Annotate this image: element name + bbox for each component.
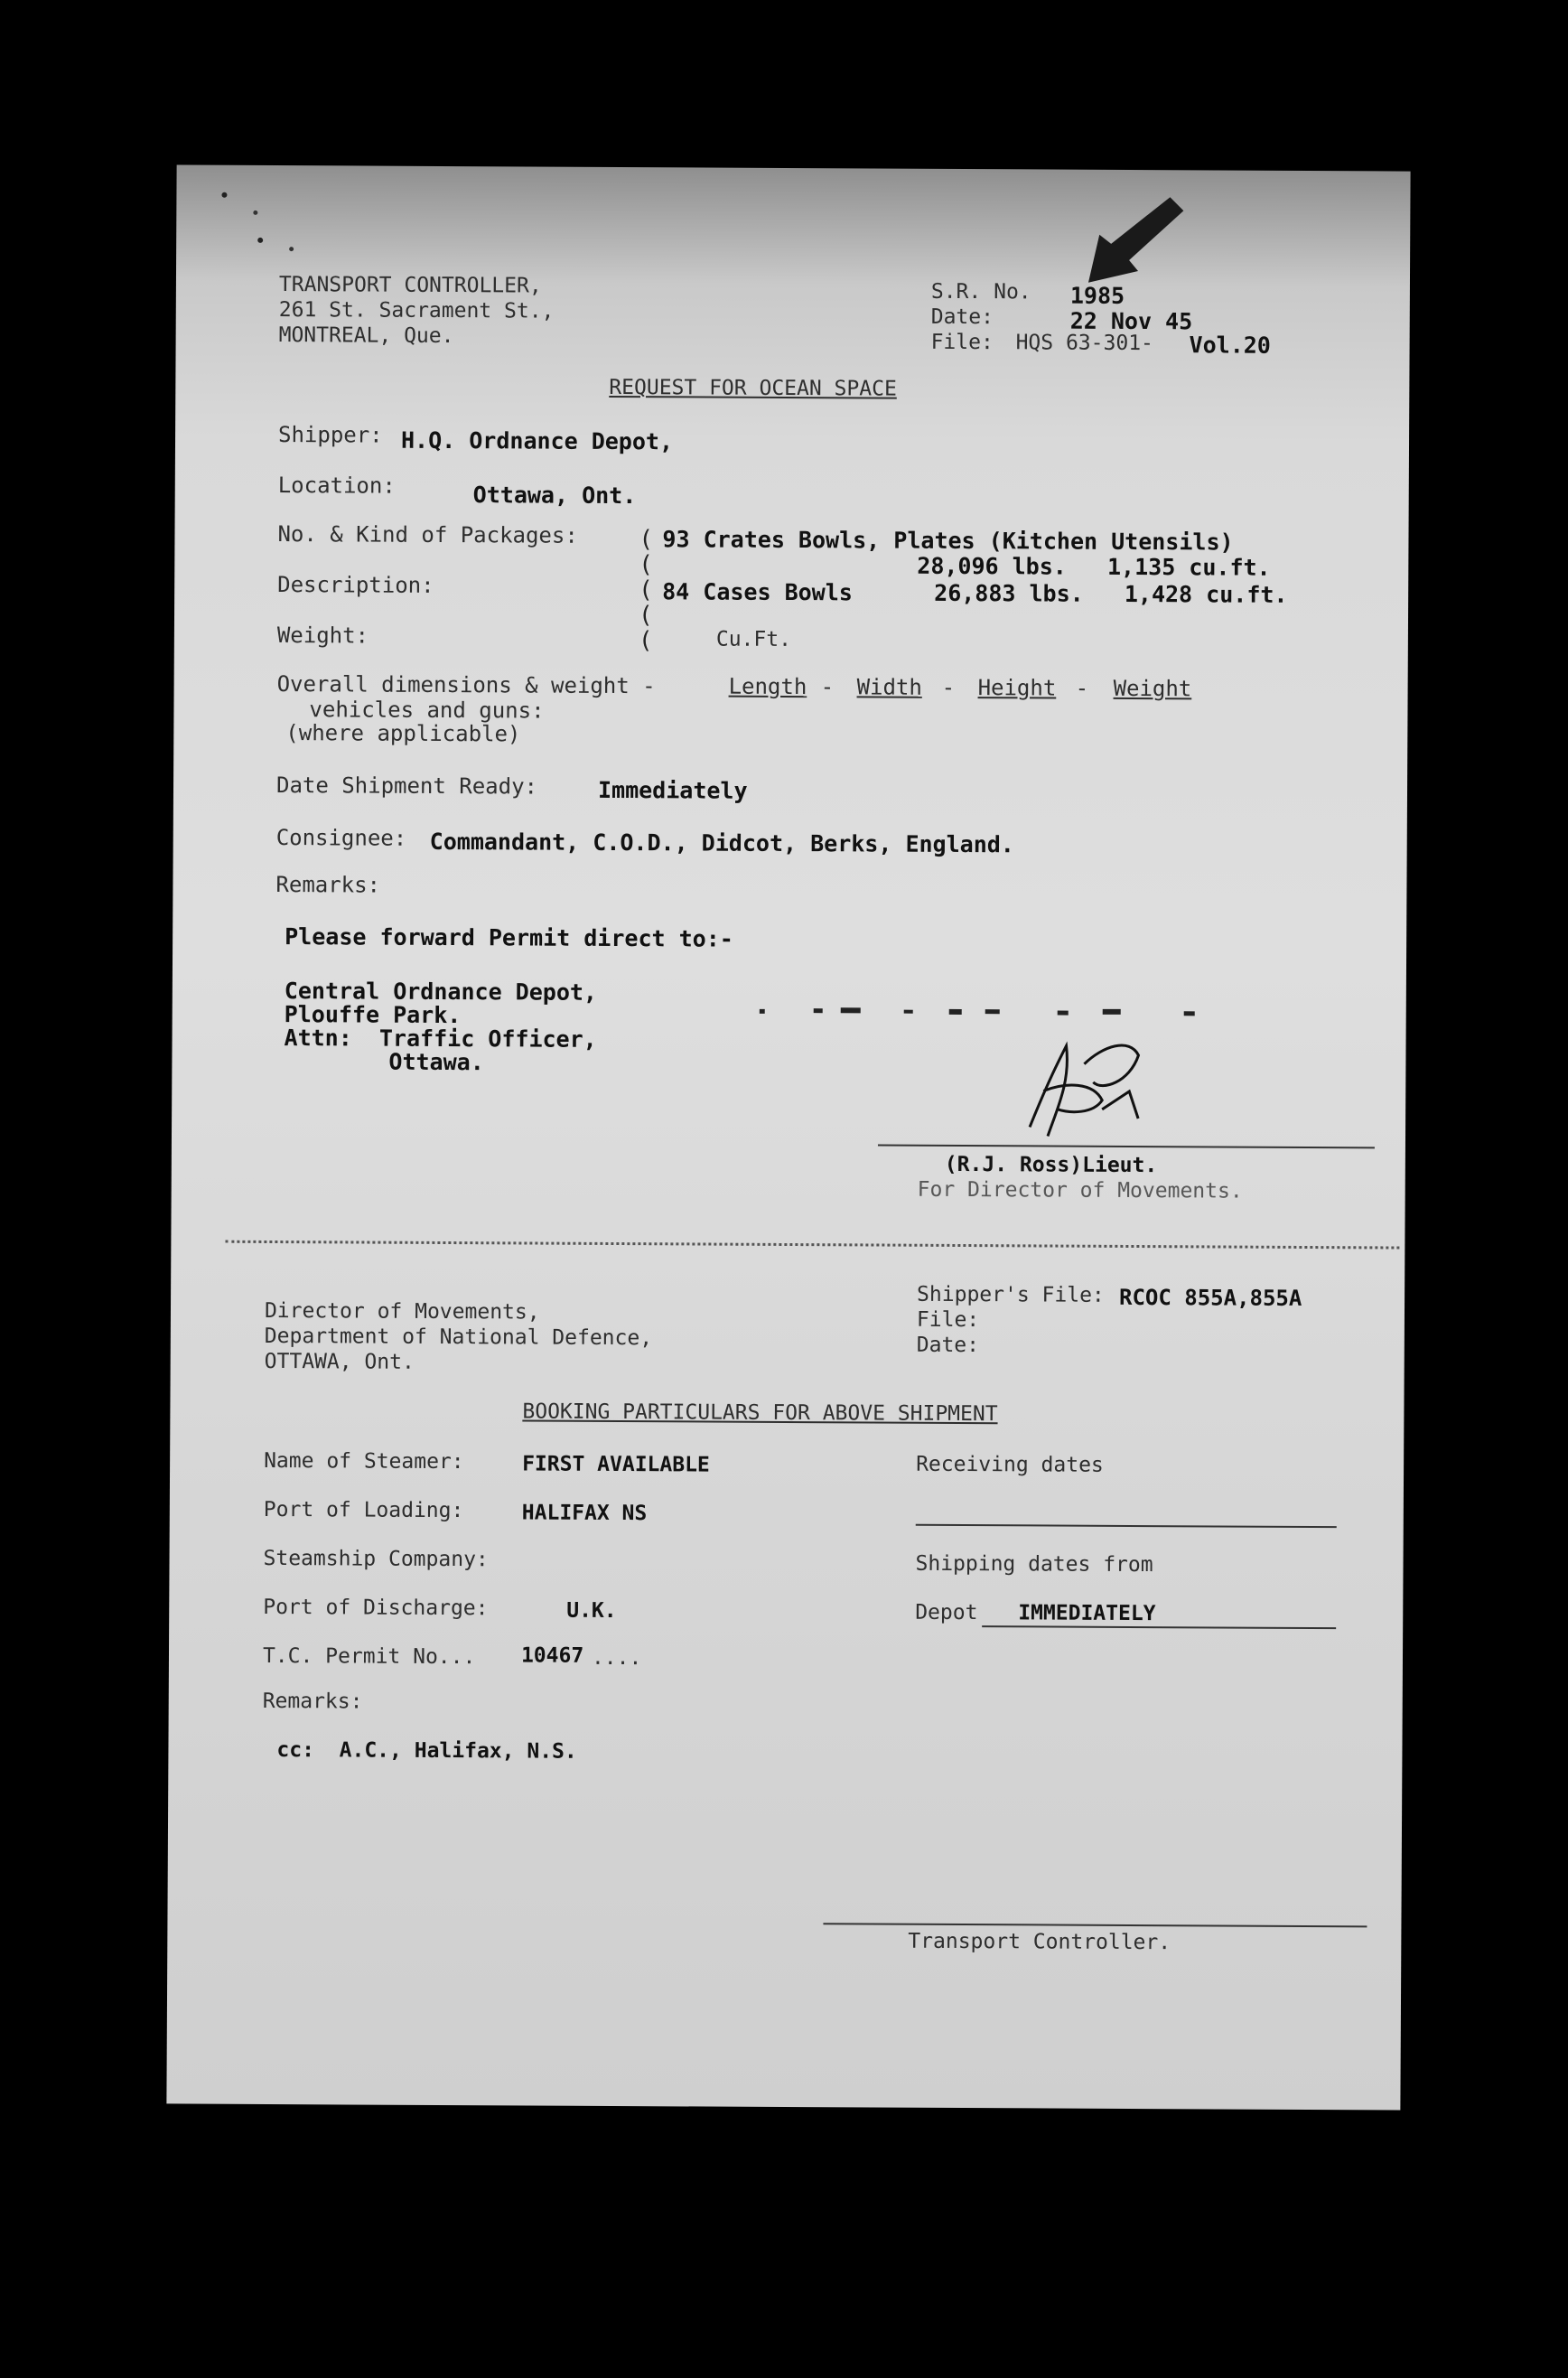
- dimensions-sep-1: -: [820, 674, 835, 700]
- loading-value: HALIFAX NS: [521, 1501, 648, 1526]
- brace-column: ( ( ( ( (: [638, 526, 654, 655]
- description-label: Description:: [277, 572, 434, 598]
- handwritten-signature: [994, 1027, 1166, 1155]
- dimensions-sep-2: -: [941, 674, 956, 700]
- date-ready-value: Immediately: [597, 776, 748, 804]
- shipping-label: Shipping dates from: [915, 1551, 1153, 1578]
- remarks-line-1: Please forward Permit direct to:-: [285, 923, 733, 952]
- packages-line-1: 93 Crates Bowls, Plates (Kitchen Utensils): [662, 526, 1234, 556]
- dimensions-label: Overall dimensions & weight -: [276, 671, 656, 699]
- controller-signature-line: [823, 1923, 1367, 1927]
- weight-label: Weight:: [276, 623, 369, 649]
- permit-tail: ....: [591, 1645, 642, 1671]
- consignee-label: Consignee:: [275, 825, 407, 851]
- discharge-value: U.K.: [566, 1598, 617, 1624]
- sender-line-3: MONTREAL, Que.: [278, 323, 454, 349]
- date-ready-label: Date Shipment Ready:: [275, 772, 538, 800]
- loading-label: Port of Loading:: [263, 1497, 464, 1523]
- packages-cuft: Cu.Ft.: [715, 627, 792, 652]
- steamer-label: Name of Steamer:: [264, 1448, 464, 1475]
- file-value-typed: HQS 63-301-: [1015, 331, 1154, 356]
- packages-label: No. & Kind of Packages:: [277, 521, 578, 548]
- dimensions-width: Width: [856, 674, 922, 700]
- dimensions-length: Length: [728, 673, 807, 700]
- file-value-volume: Vol.20: [1189, 332, 1271, 359]
- file2-label: File:: [916, 1307, 980, 1333]
- steamer-value: FIRST AVAILABLE: [522, 1452, 710, 1477]
- discharge-label: Port of Discharge:: [263, 1595, 489, 1621]
- signatory-for: For Director of Movements.: [917, 1177, 1243, 1203]
- form-title: REQUEST FOR OCEAN SPACE: [609, 375, 897, 401]
- date-label: Date:: [930, 304, 994, 330]
- sender-line-2: 261 St. Sacrament St.,: [278, 298, 555, 323]
- remarks-line-2: Central Ordnance Depot,: [284, 978, 598, 1006]
- company-label: Steamship Company:: [263, 1546, 489, 1572]
- permit-label: T.C. Permit No...: [262, 1643, 476, 1670]
- booking-remarks-label: Remarks:: [262, 1689, 363, 1714]
- consignee-value: Commandant, C.O.D., Didcot, Berks, England.: [429, 828, 1014, 858]
- receiving-line: [916, 1524, 1337, 1528]
- signatory-name: (R.J. Ross)Lieut.: [944, 1152, 1158, 1178]
- receiving-label: Receiving dates: [916, 1452, 1104, 1477]
- shipper-value: H.Q. Ordnance Depot,: [400, 426, 674, 455]
- depot-label: Depot: [915, 1600, 978, 1625]
- depot-value: IMMEDIATELY: [1018, 1601, 1156, 1626]
- packages-line-2: 28,096 lbs. 1,135 cu.ft.: [917, 552, 1271, 581]
- shipper-label: Shipper:: [277, 422, 383, 448]
- dimensions-sep-3: -: [1075, 675, 1089, 701]
- dimensions-weight: Weight: [1113, 675, 1192, 702]
- remarks-label: Remarks:: [275, 872, 381, 898]
- remarks-line-3: Plouffe Park.: [284, 1001, 462, 1029]
- dimensions-line-2: vehicles and guns:: [309, 697, 545, 724]
- dom-address-1: Director of Movements,: [264, 1298, 540, 1325]
- remarks-line-4: Attn: Traffic Officer,: [284, 1025, 597, 1053]
- cc-line: cc: A.C., Halifax, N.S.: [276, 1738, 577, 1764]
- sender-line-1: TRANSPORT CONTROLLER,: [278, 273, 542, 298]
- depot-line: [982, 1625, 1336, 1629]
- dimensions-line-3: (where applicable): [285, 720, 521, 747]
- shippers-file-value: RCOC 855A,855A: [1119, 1284, 1302, 1311]
- stray-ink-marks: [760, 1004, 1229, 1019]
- arrow-stamp-icon: [1079, 188, 1189, 288]
- dimensions-height: Height: [977, 675, 1057, 701]
- sr-value: 1985: [1069, 282, 1125, 309]
- dotted-separator: [225, 1240, 1399, 1250]
- dom-address-2: Department of National Defence,: [264, 1324, 653, 1351]
- location-label: Location:: [277, 473, 396, 499]
- dom-address-3: OTTAWA, Ont.: [264, 1349, 415, 1374]
- location-value: Ottawa, Ont.: [472, 482, 637, 510]
- booking-title: BOOKING PARTICULARS FOR ABOVE SHIPMENT: [522, 1400, 998, 1427]
- date2-label: Date:: [916, 1333, 980, 1358]
- packages-line-3: 84 Cases Bowls 26,883 lbs. 1,428 cu.ft.: [662, 578, 1288, 608]
- controller-signature: Transport Controller.: [908, 1929, 1171, 1955]
- remarks-line-5: Ottawa.: [388, 1048, 484, 1076]
- file-label: File:: [930, 330, 994, 355]
- shippers-file-label: Shipper's File:: [917, 1282, 1105, 1307]
- permit-value: 10467: [520, 1643, 584, 1668]
- sr-label: S.R. No.: [930, 279, 1031, 304]
- date-value: 22 Nov 45: [1069, 307, 1193, 335]
- document-page: [166, 164, 1410, 2110]
- punch-marks: [221, 192, 294, 256]
